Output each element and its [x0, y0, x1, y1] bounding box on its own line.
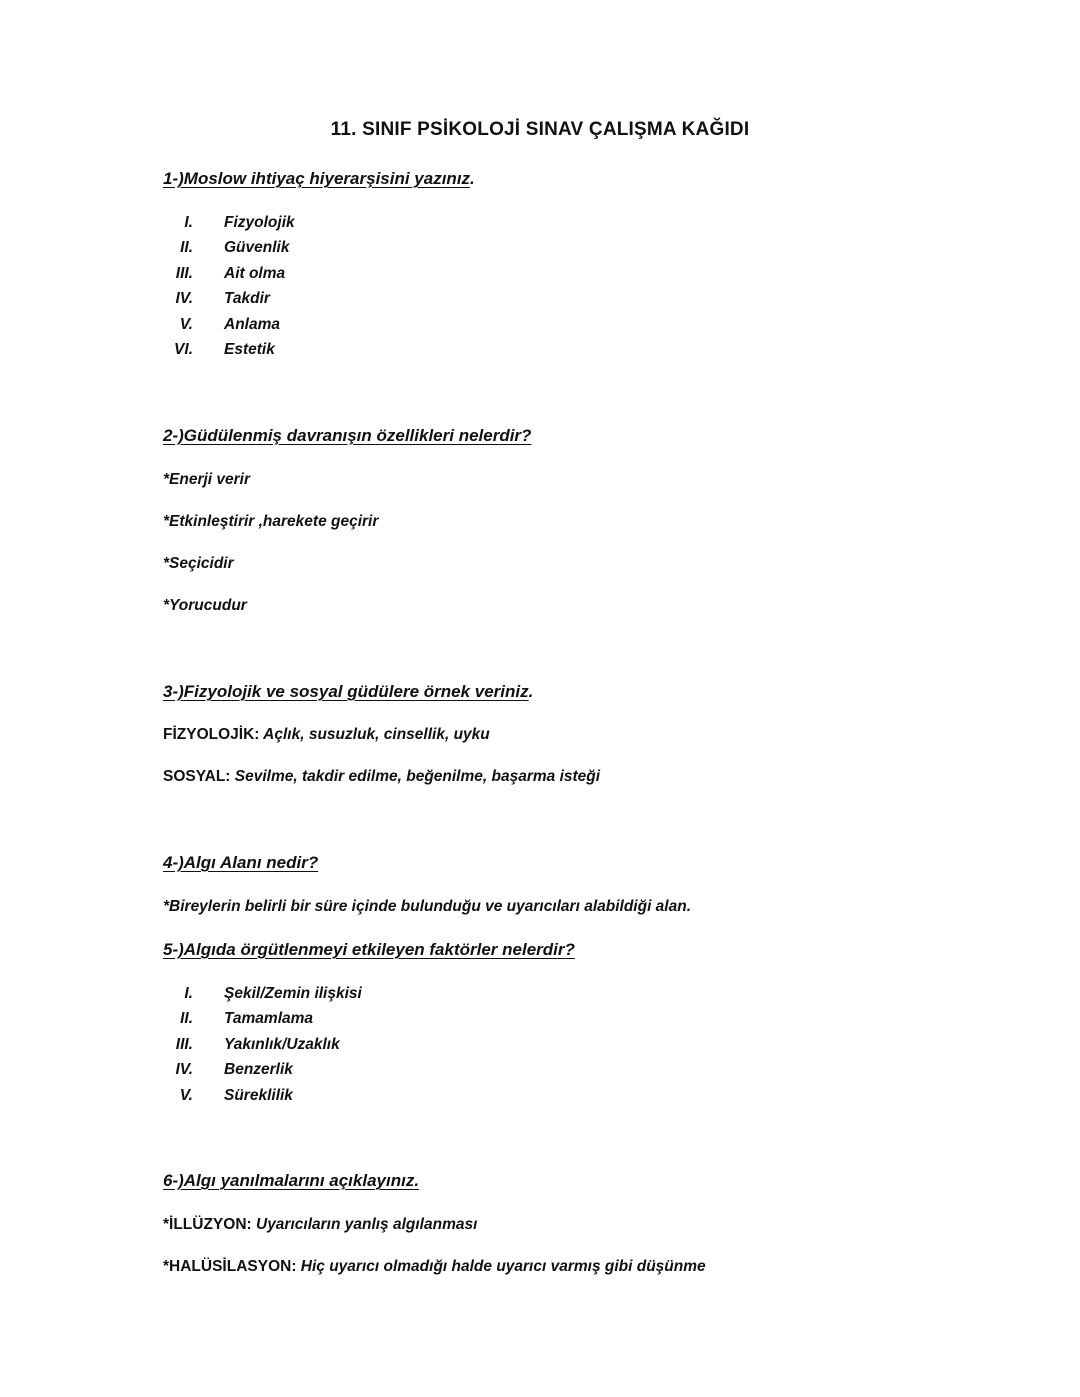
list-item-text: Şekil/Zemin ilişkisi: [224, 985, 362, 1002]
list-item-text: Benzerlik: [224, 1061, 293, 1078]
list-item-number: IV.: [175, 290, 193, 307]
answer-sosyal: [163, 768, 600, 786]
list-item-number: VI.: [174, 341, 193, 358]
answer-text: Hiç uyarıcı olmadığı halde uyarıcı varmış gibi düşünme: [296, 1258, 706, 1275]
list-item-text: Güvenlik: [224, 239, 290, 256]
answer-text: Açlık, susuzluk, cinsellik, uyku: [259, 726, 490, 743]
list-item-number: III.: [175, 1036, 193, 1053]
list-item-text: Fizyolojik: [224, 214, 295, 231]
question-5: [163, 940, 575, 960]
answer-line: *Bireylerin belirli bir süre içinde bulunduğu ve uyarıcıları alabildiği alan.: [163, 898, 692, 915]
question-1: [163, 169, 475, 189]
list-item-text: Yakınlık/Uzaklık: [224, 1036, 340, 1053]
list-item-number: II.: [180, 239, 193, 256]
page-title: 11. SINIF PSİKOLOJİ SINAV ÇALIŞMA KAĞIDI: [330, 119, 750, 140]
answer-label: *İLLÜZYON:: [163, 1216, 252, 1233]
answer-fizyolojik: [163, 726, 490, 744]
question-4: [163, 853, 318, 873]
list-item-text: Süreklilik: [224, 1087, 293, 1104]
list-item-text: Ait olma: [224, 265, 286, 282]
answer-label: FİZYOLOJİK:: [163, 726, 260, 743]
answer-line: *Etkinleştirir ,harekete geçirir: [163, 513, 379, 530]
answer-illuzyon: [163, 1216, 477, 1234]
list-item-number: III.: [175, 265, 193, 282]
question-3-text: 3-)Fizyolojik ve sosyal güdülere örnek veriniz: [163, 682, 529, 701]
question-1-punct: .: [470, 169, 475, 188]
list-item-number: II.: [180, 1010, 193, 1027]
answer-text: Uyarıcıların yanlış algılanması: [251, 1216, 478, 1233]
question-3-punct: .: [528, 682, 534, 701]
list-item-number: IV.: [175, 1061, 193, 1078]
question-3: [163, 682, 533, 702]
list-item-text: Anlama: [224, 316, 280, 333]
answer-line: *Enerji verir: [163, 471, 251, 488]
question-6: [163, 1171, 419, 1191]
list-item-number: V.: [179, 1087, 193, 1104]
list-item-text: Takdir: [224, 290, 270, 307]
question-2-text: 2-)Güdülenmiş davranışın özellikleri nelerdir?: [163, 426, 532, 445]
answer-text: Sevilme, takdir edilme, beğenilme, başarma isteği: [230, 768, 601, 785]
question-6-text: 6-)Algı yanılmalarını açıklayınız.: [163, 1171, 420, 1190]
answer-line: *Yorucudur: [163, 597, 247, 614]
question-4-text: 4-)Algı Alanı nedir?: [163, 853, 319, 872]
list-item-number: I.: [184, 985, 193, 1002]
question-2: [163, 426, 531, 446]
answer-line: *Seçicidir: [163, 555, 234, 572]
answer-label: *HALÜSİLASYON:: [163, 1258, 297, 1275]
answer-halusilasyon: [163, 1258, 706, 1276]
answer-label: SOSYAL:: [163, 768, 231, 785]
question-1-text: 1-)Moslow ihtiyaç hiyerarşisini yazınız: [163, 169, 471, 188]
list-item-number: I.: [184, 214, 193, 231]
list-item-number: V.: [179, 316, 193, 333]
list-item-text: Tamamlama: [224, 1010, 314, 1027]
list-item-text: Estetik: [224, 341, 275, 358]
question-5-text: 5-)Algıda örgütlenmeyi etkileyen faktörler nelerdir?: [163, 940, 575, 959]
